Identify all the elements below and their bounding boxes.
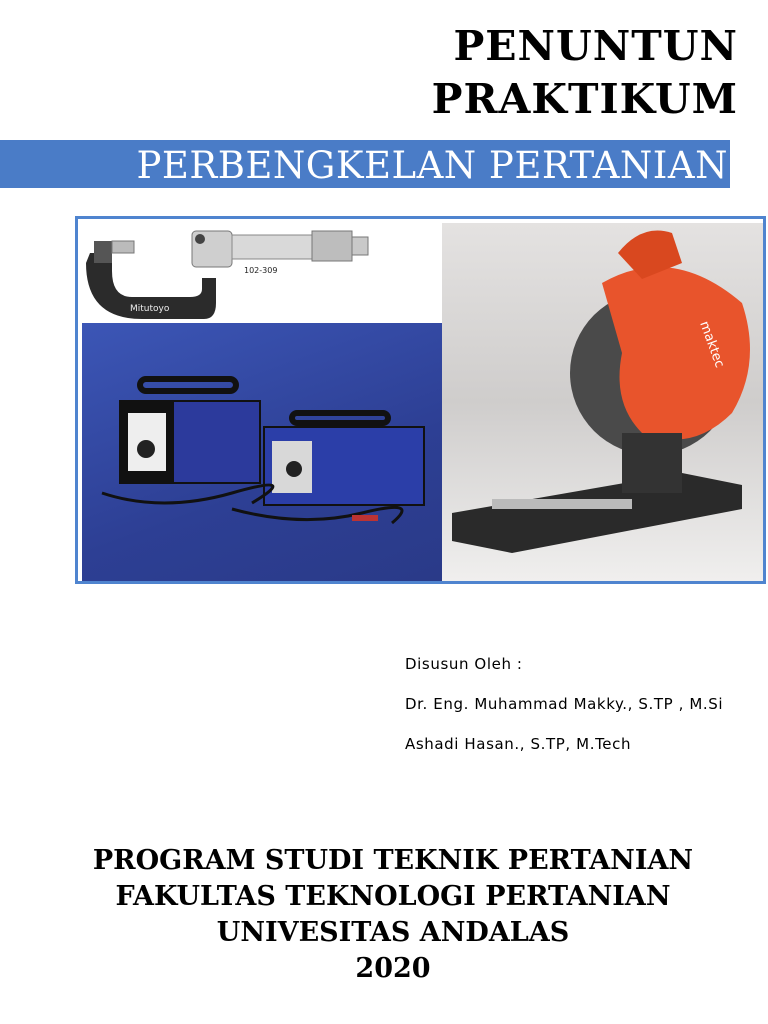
- footer-year: 2020: [355, 953, 431, 984]
- cutter-brand-label: maktec: [696, 319, 727, 370]
- institution-footer: [0, 843, 768, 987]
- micrometer-model-label: 102-309: [244, 266, 278, 275]
- footer-program: PROGRAM STUDI TEKNIK PERTANIAN: [92, 845, 694, 876]
- footer-faculty: FAKULTAS TEKNOLOGI PERTANIAN: [115, 881, 671, 912]
- author-credits: [405, 655, 723, 775]
- micrometer-image: [82, 223, 382, 323]
- title-line-2: PRAKTIKUM: [431, 75, 738, 123]
- author-1: Dr. Eng. Muhammad Makky., S.TP , M.Si: [405, 695, 724, 713]
- cover-photo-collage: [75, 216, 766, 584]
- title-line-1: PENUNTUN: [453, 22, 738, 70]
- document-title: [432, 20, 738, 126]
- subtitle: PERBENGKELAN PERTANIAN: [136, 144, 728, 187]
- footer-university: UNIVESITAS ANDALAS: [216, 917, 570, 948]
- welding-machines-image: [82, 323, 442, 581]
- credits-label: Disusun Oleh :: [405, 655, 523, 673]
- author-2: Ashadi Hasan., S.TP, M.Tech: [405, 735, 632, 753]
- subtitle-band: [0, 140, 730, 188]
- micrometer-brand-label: Mitutoyo: [130, 304, 170, 314]
- cutoff-saw-image: [442, 223, 763, 581]
